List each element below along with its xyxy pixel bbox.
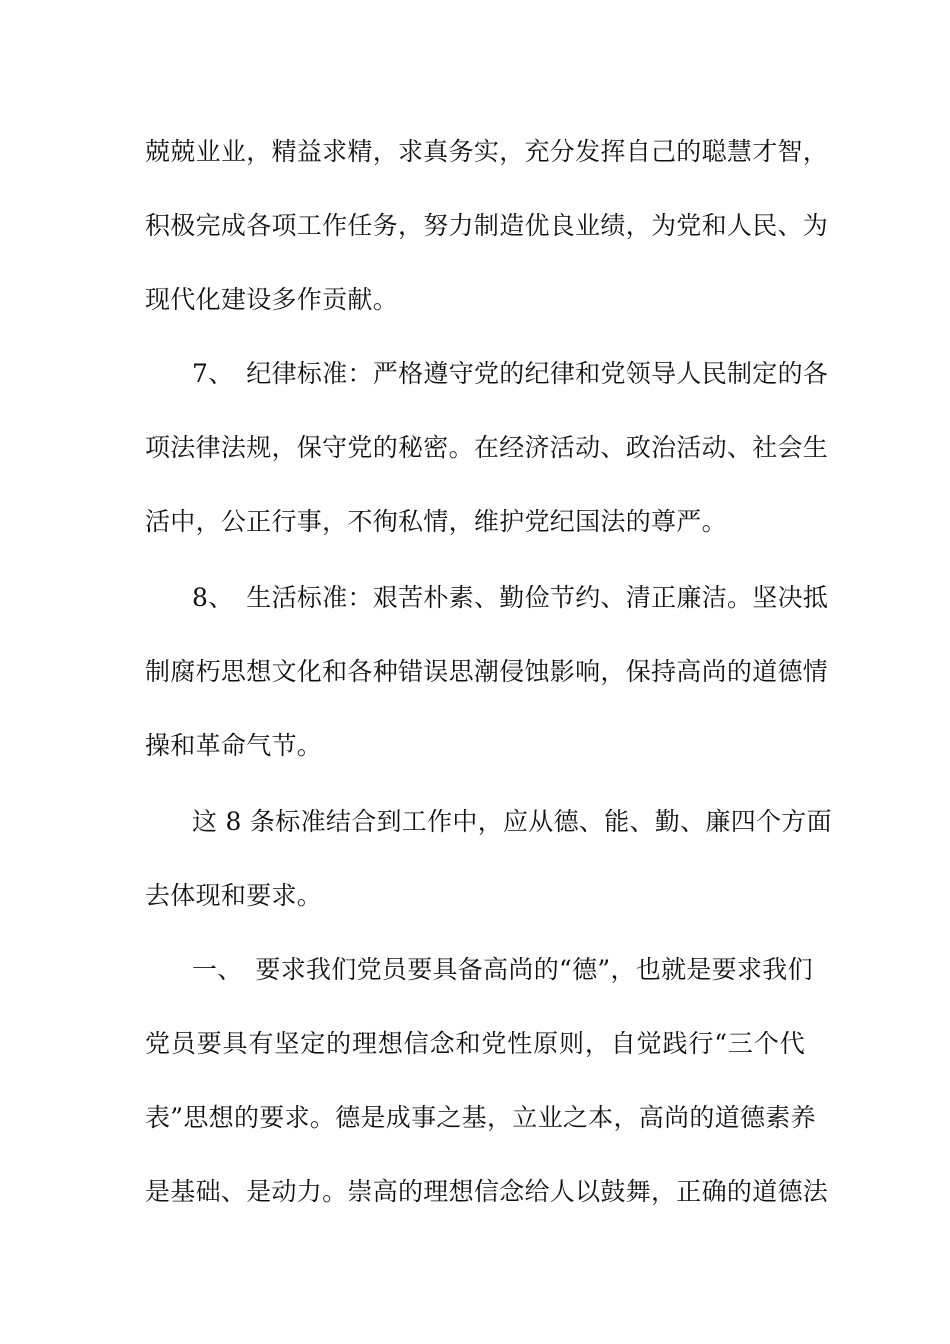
text-line-section-one: 一、 要求我们党员要具备高尚的“德”，也就是要求我们 [192, 955, 813, 984]
text-line: 操和革命气节。 [145, 731, 323, 760]
text-line: 表”思想的要求。德是成事之基，立业之本，高尚的道德素养 [145, 1103, 816, 1132]
text-line: 制腐朽思想文化和各种错误思潮侵蚀影响，保持高尚的道德情 [145, 657, 829, 686]
text-line: 兢兢业业，精益求精，求真务实，充分发挥自己的聪慧才智， [145, 137, 829, 166]
text-line: 项法律法规，保守党的秘密。在经济活动、政治活动、社会生 [145, 433, 829, 462]
text-line: 党员要具有坚定的理想信念和党性原则，自觉践行“三个代 [145, 1029, 805, 1058]
text-line: 去体现和要求。 [145, 881, 323, 910]
text-line-item-7: 7、 纪律标准：严格遵守党的纪律和党领导人民制定的各 [192, 359, 829, 388]
text-line: 积极完成各项工作任务，努力制造优良业绩，为党和人民、为 [145, 211, 829, 240]
text-line: 活中，公正行事，不徇私情，维护党纪国法的尊严。 [145, 507, 727, 536]
text-line-paragraph-start: 这 8 条标准结合到工作中，应从德、能、勤、廉四个方面 [192, 807, 832, 836]
text-line: 现代化建设多作贡献。 [145, 285, 399, 314]
text-line: 是基础、是动力。崇高的理想信念给人以鼓舞，正确的道德法 [145, 1177, 829, 1206]
text-line-item-8: 8、 生活标准：艰苦朴素、勤俭节约、清正廉洁。坚决抵 [192, 583, 829, 612]
